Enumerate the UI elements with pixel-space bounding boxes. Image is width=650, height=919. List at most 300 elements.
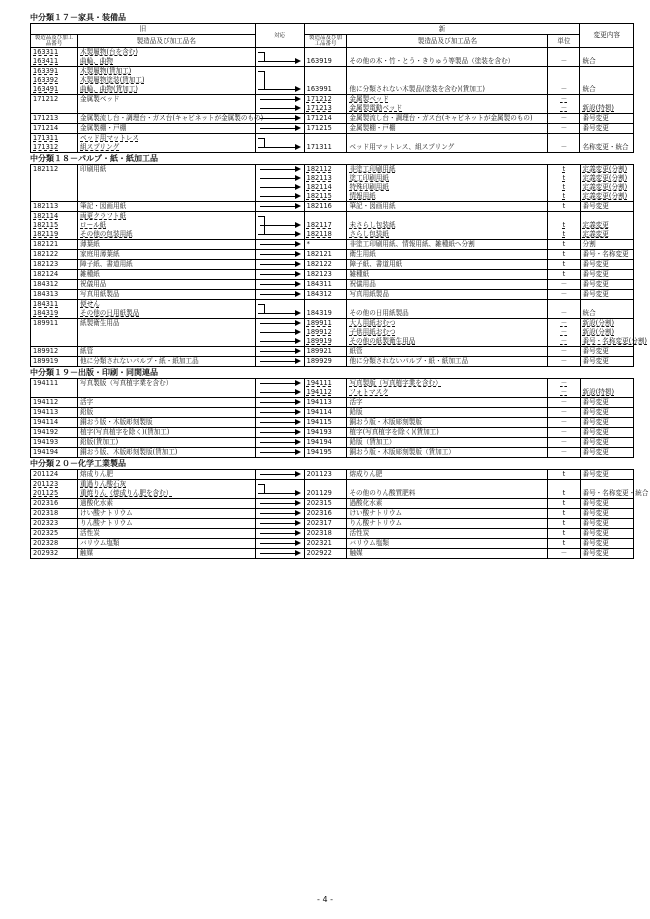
new-name-line: 塗工印刷用紙	[349, 174, 389, 182]
unit-line: －	[560, 549, 568, 557]
old-name-line: 活字	[80, 398, 94, 406]
change	[580, 260, 634, 270]
change	[580, 290, 634, 300]
old-name-line: りん酸ナトリウム	[80, 519, 133, 527]
old-name	[78, 539, 255, 549]
arrow-icon	[258, 240, 302, 249]
spacer	[307, 76, 345, 85]
old-code-line: 171312	[33, 143, 59, 151]
new-name-line: 祝儀用品	[349, 280, 376, 288]
change-line: 統合	[582, 85, 596, 93]
old-name-line: 家庭用薄葉紙	[80, 250, 120, 258]
change	[580, 165, 634, 202]
new-code-line: 182122	[306, 260, 332, 268]
correspondence-mark	[255, 319, 304, 347]
new-name-line: 金属製ベッド	[349, 95, 389, 103]
old-code	[31, 134, 78, 153]
old-code	[31, 124, 78, 134]
old-code-line: 163392	[33, 76, 59, 84]
new-name	[347, 202, 548, 212]
old-code-line: 202316	[33, 499, 59, 507]
old-name	[78, 347, 255, 357]
unit-line: －	[560, 309, 568, 317]
new-name	[347, 67, 548, 95]
unit	[548, 379, 580, 398]
correspondence-mark	[255, 509, 304, 519]
new-name	[347, 270, 548, 280]
unit	[548, 260, 580, 270]
old-code-line: 163391	[33, 67, 59, 75]
new-name	[347, 260, 548, 270]
unit-line: －	[560, 379, 568, 387]
new-code-line: 194194	[306, 438, 332, 446]
spacer	[550, 300, 577, 309]
arrow-icon	[258, 448, 302, 457]
correspondence-mark	[255, 539, 304, 549]
new-code-line: 182112	[306, 165, 332, 173]
correspondence-mark	[255, 124, 304, 134]
new-name-line: その他の紙製衛生用品	[349, 337, 416, 345]
old-code	[31, 480, 78, 499]
new-name-line: その他の木・竹・とう・きりゅう等製品（塗装を含む）	[349, 57, 515, 65]
change	[580, 539, 634, 549]
old-code	[31, 300, 78, 319]
new-name-line: ベッド用マットレス、組スプリング	[349, 143, 455, 151]
new-code	[304, 357, 347, 367]
change	[580, 48, 634, 67]
old-name-line: 組スプリング	[80, 143, 120, 151]
old-name	[78, 67, 255, 95]
spacer	[550, 48, 577, 57]
old-name-line: 写真用紙製品	[80, 290, 120, 298]
arrow-icon	[258, 104, 302, 113]
unit-line: －	[560, 438, 568, 446]
table-row	[31, 549, 634, 559]
new-name	[347, 280, 548, 290]
correspondence-mark	[255, 67, 304, 95]
unit-line: t	[562, 221, 566, 229]
old-name	[78, 480, 255, 499]
old-code-line: 184319	[33, 309, 59, 317]
change	[580, 124, 634, 134]
table-row	[31, 260, 634, 270]
old-name	[78, 357, 255, 367]
unit	[548, 202, 580, 212]
unit	[548, 529, 580, 539]
new-code	[304, 260, 347, 270]
spacer	[258, 212, 302, 221]
arrow-icon	[258, 539, 302, 548]
arrow-icon	[258, 337, 302, 346]
change-line: 番号・名称変更	[582, 250, 629, 258]
old-name-line: その他の日用紙製品	[80, 309, 140, 317]
unit	[548, 212, 580, 240]
new-name	[347, 549, 548, 559]
table-row	[31, 438, 634, 448]
unit	[548, 539, 580, 549]
change	[580, 114, 634, 124]
new-code-line: 202321	[306, 539, 332, 547]
old-name-line: 木製履物塗装(賃加工)	[80, 76, 145, 84]
old-code-line: 182119	[33, 230, 59, 238]
change-line: 番号変更	[582, 270, 609, 278]
old-code	[31, 509, 78, 519]
correspondence-mark	[255, 480, 304, 499]
change-line: 番号・名称変更・統合	[582, 489, 649, 497]
spacer	[258, 76, 302, 85]
correspondence-mark	[255, 114, 304, 124]
correspondence-mark	[255, 499, 304, 509]
new-name-line: 未さらし包装紙	[349, 221, 396, 229]
spacer	[349, 48, 545, 57]
unit-line: －	[560, 418, 568, 426]
old-code-line: 171212	[33, 95, 59, 103]
old-name	[78, 270, 255, 280]
old-code	[31, 347, 78, 357]
new-code	[304, 270, 347, 280]
old-code	[31, 470, 78, 480]
new-code-line: 201129	[306, 489, 332, 497]
old-name-line: 雑種紙	[80, 270, 100, 278]
old-name-line: 曲輪、曲物(賃加工)	[80, 85, 138, 93]
correspondence-mark	[255, 290, 304, 300]
change-line: 番号変更	[582, 114, 609, 122]
old-name	[78, 300, 255, 319]
new-name-line: 雑種紙	[349, 270, 370, 278]
unit	[548, 165, 580, 202]
new-name-line: 触媒	[349, 549, 363, 557]
new-code-line: 182113	[306, 174, 332, 182]
new-code-line: 184319	[306, 309, 332, 317]
arrow-icon	[258, 202, 302, 211]
arrow-icon	[258, 221, 302, 230]
spacer	[550, 212, 577, 221]
spacer	[583, 480, 632, 489]
new-code	[304, 509, 347, 519]
section-title: 中分類１９－出版・印刷・同関連品	[30, 368, 158, 377]
table-row	[31, 418, 634, 428]
unit	[548, 470, 580, 480]
new-code	[304, 529, 347, 539]
change-line: 統合	[582, 57, 596, 65]
old-name-line: 金属製流し台・調理台・ガス台(キャビネットが金属製のもの)	[80, 114, 264, 122]
old-code	[31, 290, 78, 300]
old-name	[78, 165, 255, 202]
spacer	[258, 134, 302, 143]
old-code-line: 171214	[33, 124, 59, 132]
old-name	[78, 240, 255, 250]
new-name	[347, 438, 548, 448]
old-code-line: 202932	[33, 549, 59, 557]
page-number: - 4 -	[317, 895, 333, 904]
old-name-line: 祝儀用品	[80, 280, 107, 288]
new-code-line: 171214	[306, 114, 332, 122]
new-name	[347, 319, 548, 347]
old-code	[31, 428, 78, 438]
arrow-icon	[258, 319, 302, 328]
change-line: 番号変更	[582, 408, 609, 416]
unit-line: －	[560, 347, 568, 355]
new-code	[304, 67, 347, 95]
old-code-line: 194112	[33, 398, 59, 406]
old-code	[31, 357, 78, 367]
new-code-line: 184312	[306, 290, 332, 298]
change-line	[583, 379, 632, 388]
spacer	[349, 480, 545, 489]
change-table	[30, 378, 634, 458]
change-line: 定義変更(分割)	[582, 183, 628, 191]
spacer	[583, 300, 632, 309]
new-name-line: りん酸ナトリウム	[349, 519, 403, 527]
new-code-line: 202317	[306, 519, 332, 527]
arrow-icon	[258, 470, 302, 479]
unit-line: t	[562, 470, 566, 478]
unit	[548, 519, 580, 529]
change-line: 番号変更	[582, 290, 609, 298]
unit	[548, 499, 580, 509]
header-unit: 単位	[548, 35, 580, 48]
correspondence-mark	[255, 240, 304, 250]
old-name	[78, 529, 255, 539]
table-row	[31, 398, 634, 408]
arrow-icon	[258, 379, 302, 388]
arrow-icon	[258, 290, 302, 299]
change-line: 番号変更	[582, 280, 609, 288]
old-code-line: 163491	[33, 85, 59, 93]
old-name-line: 鉛版(賃加工)	[80, 438, 119, 446]
unit-line: t	[562, 174, 566, 182]
old-name	[78, 438, 255, 448]
change	[580, 438, 634, 448]
correspondence-mark	[255, 48, 304, 67]
spacer	[258, 480, 302, 489]
old-code-line: 202328	[33, 539, 59, 547]
old-name-line: 木製履物(台を含む)	[80, 48, 138, 56]
new-code-line: 189911	[306, 319, 332, 327]
new-code	[304, 202, 347, 212]
correspondence-mark	[255, 519, 304, 529]
new-code	[304, 319, 347, 347]
unit	[548, 480, 580, 499]
change-line: 番号変更	[582, 509, 609, 517]
new-name-line: 銅おう版・木版彫刻製版	[349, 418, 422, 426]
spacer	[349, 134, 545, 143]
old-code	[31, 529, 78, 539]
new-name	[347, 509, 548, 519]
old-name	[78, 48, 255, 67]
old-code	[31, 114, 78, 124]
change-table	[30, 469, 649, 559]
change	[580, 347, 634, 357]
spacer	[550, 76, 577, 85]
spacer	[258, 48, 302, 57]
new-name-line: 鉛版（賃加工）	[349, 438, 396, 446]
table-row	[31, 290, 634, 300]
old-name	[78, 319, 255, 347]
correspondence-mark	[255, 418, 304, 428]
unit	[548, 347, 580, 357]
change	[580, 319, 647, 347]
old-code-line: 202318	[33, 509, 59, 517]
new-name-line: 大人用紙おむつ	[349, 319, 396, 327]
correspondence-mark	[255, 448, 304, 458]
change-line: 定義変更	[582, 221, 609, 229]
correspondence-mark	[255, 529, 304, 539]
new-code-line: 202315	[306, 499, 332, 507]
new-code	[304, 250, 347, 260]
unit-line: t	[562, 489, 566, 497]
change-line: 番号変更	[582, 549, 609, 557]
new-code-line: 189919	[306, 337, 332, 345]
change-line: 番号変更	[582, 347, 609, 355]
unit	[548, 438, 580, 448]
correspondence-mark	[255, 470, 304, 480]
table-row	[31, 347, 634, 357]
change-line: 番号変更	[582, 418, 609, 426]
change-line: 番号変更	[582, 470, 609, 478]
table-row	[31, 114, 634, 124]
old-name-line: 鉛版	[80, 408, 94, 416]
change	[580, 250, 634, 260]
change-line: 新設(分割)	[582, 319, 615, 327]
old-code	[31, 48, 78, 67]
new-code	[304, 539, 347, 549]
section-title: 中分類１７－家具・装備品	[30, 13, 126, 22]
new-code-line: 182117	[306, 221, 332, 229]
change	[580, 509, 634, 519]
old-code	[31, 319, 78, 347]
old-code-line: 194111	[33, 379, 59, 387]
new-name-line: バリウム塩類	[349, 539, 389, 547]
new-name	[347, 519, 548, 529]
old-name-line: 熔成りん肥	[80, 470, 113, 478]
new-code-line: 184311	[306, 280, 332, 288]
change	[580, 240, 634, 250]
new-name-line: けい酸ナトリウム	[349, 509, 403, 517]
new-name	[347, 114, 548, 124]
unit	[548, 319, 580, 347]
change-line: 新設(特掲)	[582, 388, 615, 396]
change-line: 定義変更	[582, 230, 609, 238]
arrow-icon	[258, 309, 302, 318]
new-code	[304, 240, 347, 250]
old-code-line: 194194	[33, 448, 59, 456]
unit	[548, 509, 580, 519]
change-line: 番号変更	[582, 519, 609, 527]
unit-line: －	[560, 357, 568, 365]
arrow-icon	[258, 509, 302, 518]
new-name	[347, 250, 548, 260]
new-code	[304, 300, 347, 319]
unit	[548, 270, 580, 280]
table-row	[31, 134, 634, 153]
new-name-line: 写真製版（写真植字業を含む）	[349, 379, 442, 387]
old-name	[78, 499, 255, 509]
change-line: 分割	[582, 240, 596, 248]
old-code-line: 202323	[33, 519, 59, 527]
new-name	[347, 165, 548, 202]
old-name	[78, 509, 255, 519]
unit-line: －	[560, 337, 568, 345]
new-code	[304, 470, 347, 480]
unit-line: －	[560, 114, 568, 122]
spacer	[258, 300, 302, 309]
unit-line: t	[562, 165, 566, 173]
new-name	[347, 408, 548, 418]
table-row	[31, 448, 634, 458]
old-name-line: 木製履物(賃加工)	[80, 67, 132, 75]
old-code-line: 189919	[33, 357, 59, 365]
correspondence-mark	[255, 428, 304, 438]
header-row	[31, 35, 634, 48]
new-name-line: 他に分類されないパルプ・紙・紙加工品	[349, 357, 469, 365]
new-code	[304, 114, 347, 124]
unit	[548, 280, 580, 290]
old-name-line: 便せん	[80, 300, 100, 308]
arrow-icon	[258, 85, 302, 94]
arrow-icon	[258, 114, 302, 123]
unit	[548, 448, 580, 458]
header-new: 新	[304, 24, 580, 35]
unit	[548, 408, 580, 418]
new-code-line: 171215	[306, 124, 332, 132]
new-code-line: 163919	[306, 57, 332, 65]
new-name-line: 紙管	[349, 347, 363, 355]
old-code	[31, 240, 78, 250]
new-code-line: 194195	[306, 448, 332, 456]
correspondence-mark	[255, 270, 304, 280]
unit	[548, 124, 580, 134]
old-name-line: 銅おう版、木版彫刻製版(賃加工)	[80, 448, 178, 456]
table-row	[31, 212, 634, 240]
header-change: 変更内容	[580, 24, 634, 48]
new-name-line: 活字	[349, 398, 363, 406]
unit-line: t	[562, 183, 566, 191]
spacer	[582, 134, 631, 143]
change	[580, 448, 634, 458]
new-name-line: 情報用紙	[349, 192, 376, 200]
old-name	[78, 549, 255, 559]
spacer	[582, 67, 631, 76]
new-code-line: 182121	[306, 250, 332, 258]
spacer	[307, 212, 345, 221]
change	[580, 549, 634, 559]
old-name	[78, 408, 255, 418]
table-row	[31, 539, 634, 549]
arrow-icon	[258, 250, 302, 259]
arrow-icon	[258, 357, 302, 366]
spacer	[307, 134, 345, 143]
old-code	[31, 448, 78, 458]
old-name-line: 重焼りん（焼成りん肥を含む）	[80, 489, 173, 497]
old-code-line: 182115	[33, 221, 59, 229]
old-name	[78, 519, 255, 529]
new-code-line: 171212	[306, 95, 332, 103]
new-code	[304, 95, 347, 114]
change-line: 番号変更	[582, 539, 609, 547]
new-code	[304, 379, 347, 398]
arrow-icon	[258, 428, 302, 437]
new-code	[304, 428, 347, 438]
new-name	[347, 428, 548, 438]
new-name-line: 障子紙、書道用紙	[349, 260, 403, 268]
unit-line: －	[560, 319, 568, 327]
old-code-line: 194114	[33, 418, 59, 426]
change-line: 統合	[582, 309, 596, 317]
arrow-icon	[258, 519, 302, 528]
old-name-line: 活性炭	[80, 529, 100, 537]
spacer	[307, 300, 345, 309]
